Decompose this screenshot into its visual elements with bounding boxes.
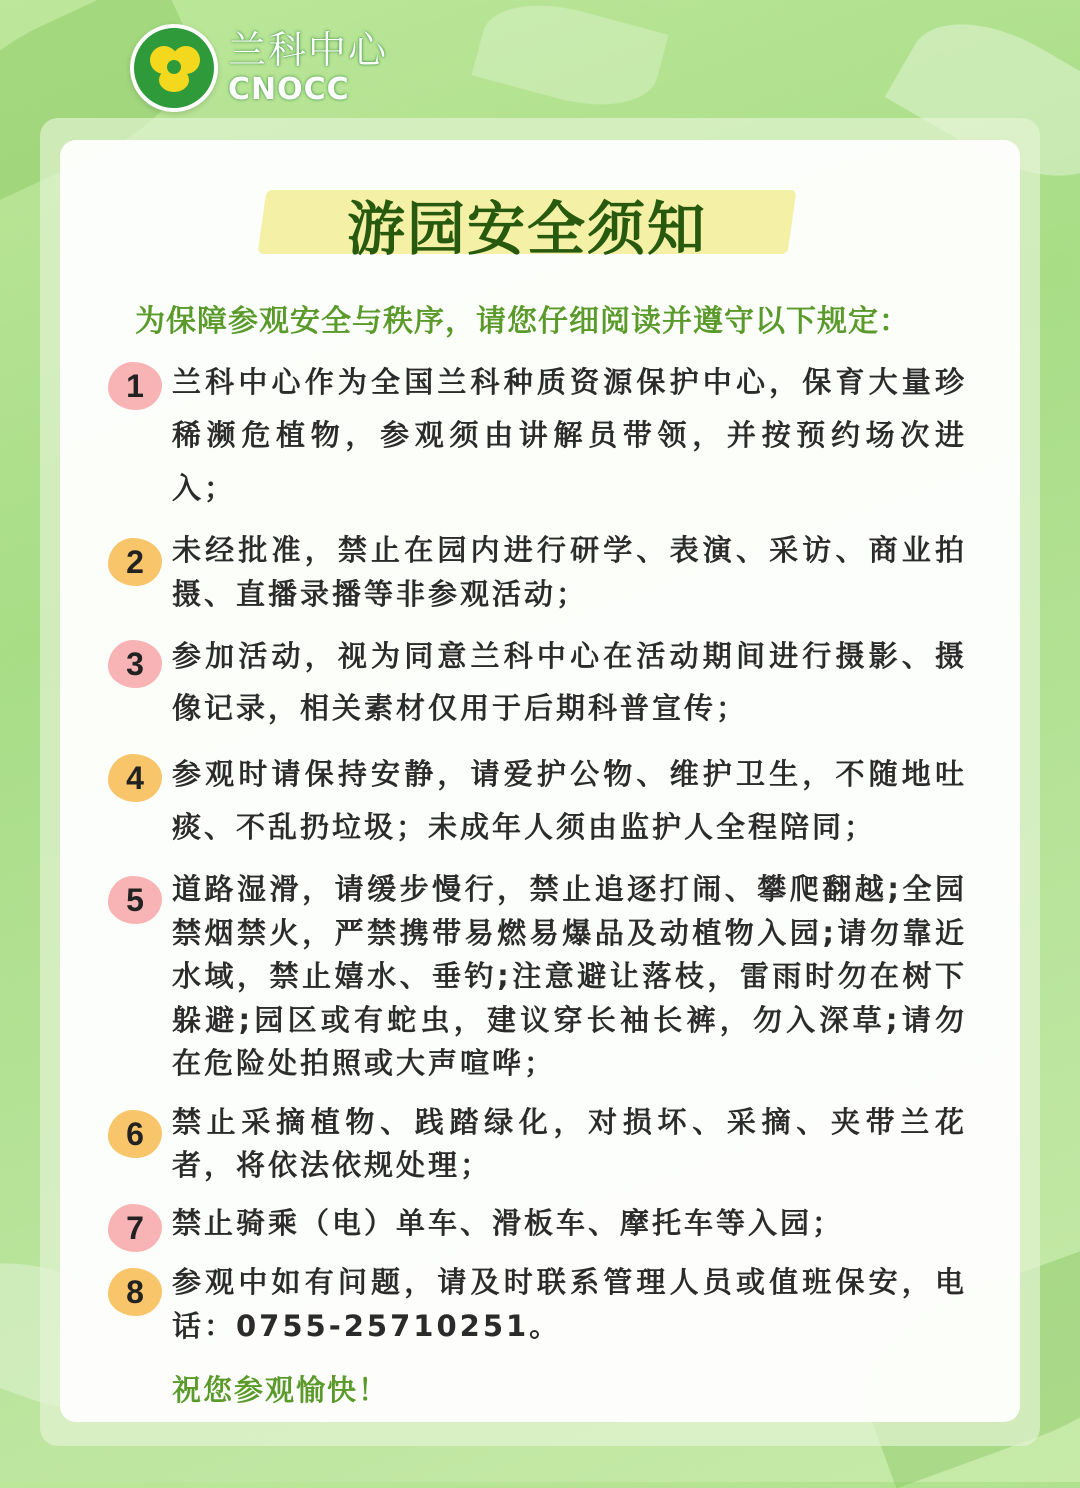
- rule-item: 未经批准，禁止在园内进行研学、表演、采访、商业拍摄、直播录播等非参观活动；: [172, 533, 967, 611]
- title-banner: [262, 172, 792, 262]
- rule-number-badge: 4: [108, 754, 162, 802]
- rule-item: 兰科中心作为全国兰科种质资源保护中心，保育大量珍稀濒危植物，参观须由讲解员带领，并按预约场次进入；: [172, 365, 967, 505]
- rule-item: 禁止骑乘（电）单车、滑板车、摩托车等入园；: [172, 1206, 845, 1240]
- rule-number-badge: 8: [108, 1268, 162, 1316]
- rule-number-badge: 5: [108, 876, 162, 924]
- rule-item: 禁止采摘植物、践踏绿化，对损坏、采摘、夹带兰花者，将依法依规处理；: [172, 1105, 967, 1182]
- logo: [130, 22, 388, 114]
- rule-number-badge: 2: [108, 538, 162, 586]
- closing-text: 祝您参观愉快！: [172, 1373, 390, 1407]
- rule-item: 参观时请保持安静，请爱护公物、维护卫生，不随地吐痰、不乱扔垃圾；未成年人须由监护人全程陪同；: [172, 757, 967, 844]
- logo-name-en: CNOCC: [228, 72, 350, 107]
- rule-number-badge: 3: [108, 640, 162, 688]
- intro-text: 为保障参观安全与秩序，请您仔细阅读并遵守以下规定：: [135, 304, 910, 339]
- background-leaf-decoration: [471, 0, 668, 122]
- orchid-flower-icon: [130, 24, 218, 112]
- rule-item: 参加活动，视为同意兰科中心在活动期间进行摄影、摄像记录，相关素材仅用于后期科普宣传；: [172, 639, 967, 725]
- page-title: 游园安全须知: [346, 195, 707, 263]
- logo-text: [228, 28, 389, 107]
- rule-item: 道路湿滑，请缓步慢行，禁止追逐打闹、攀爬翻越;全园禁烟禁火，严禁携带易燃易爆品及动植物入园;请勿靠近水域，禁止嬉水、垂钓;注意避让落枝，雷雨时勿在树下躲避;园区或有蛇虫，建议穿长袖长裤，勿入深草;请勿在危险处拍照或大声喧哗；: [172, 872, 967, 1080]
- rule-item: 参观中如有问题，请及时联系管理人员或值班保安，电话：0755-25710251。: [172, 1265, 967, 1343]
- rule-number-badge: 6: [108, 1110, 162, 1158]
- logo-name-cn: 兰科中心: [228, 28, 389, 72]
- rule-number-badge: 1: [108, 362, 162, 410]
- rule-number-badge: 7: [108, 1204, 162, 1252]
